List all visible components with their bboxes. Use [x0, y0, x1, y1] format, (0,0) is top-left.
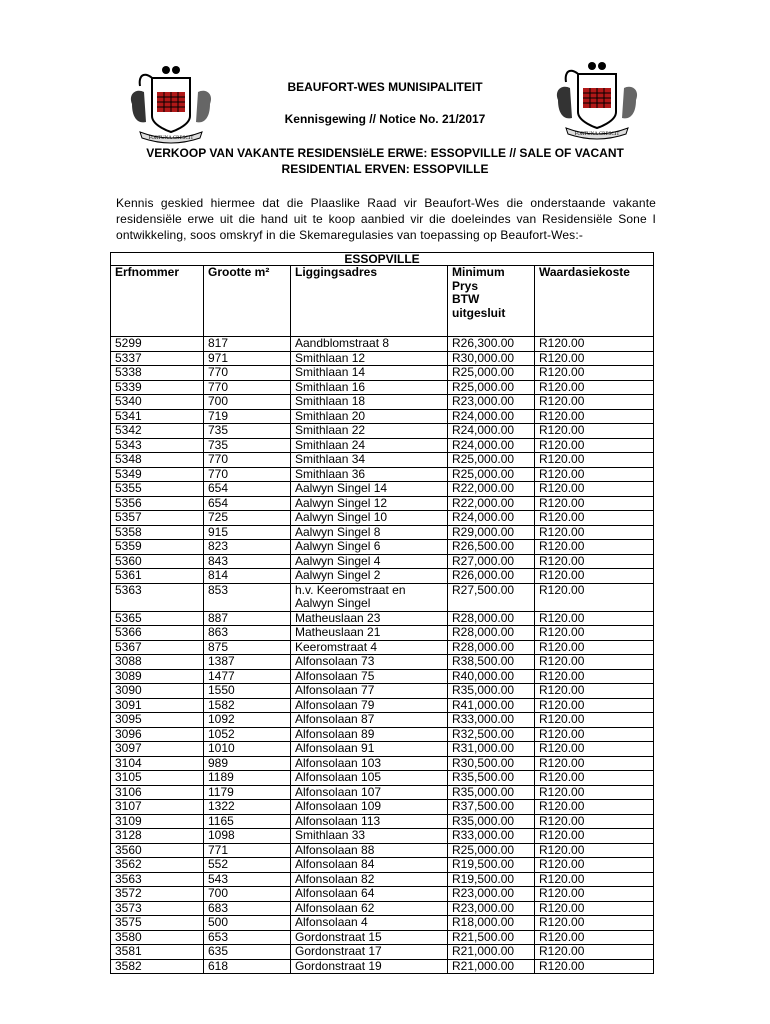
table-row — [111, 611, 654, 626]
table-cell: 3575 — [111, 916, 204, 931]
table-cell: 719 — [204, 409, 291, 424]
table-cell: R25,000.00 — [448, 467, 535, 482]
table-cell: R21,000.00 — [448, 945, 535, 960]
table-cell: Smithlaan 24 — [291, 438, 448, 453]
table-cell: Alfonsolaan 64 — [291, 887, 448, 902]
table-cell: 5355 — [111, 482, 204, 497]
table-row — [111, 626, 654, 641]
table-cell: 1092 — [204, 713, 291, 728]
table-row — [111, 901, 654, 916]
table-cell: R120.00 — [535, 843, 654, 858]
table-cell: R120.00 — [535, 395, 654, 410]
table-cell: 3582 — [111, 959, 204, 974]
table-cell: 1010 — [204, 742, 291, 757]
table-cell: R18,000.00 — [448, 916, 535, 931]
title-line-2: RESIDENTIAL ERVEN: ESSOPVILLE — [281, 162, 489, 176]
table-cell: R120.00 — [535, 800, 654, 815]
table-cell: 3109 — [111, 814, 204, 829]
table-cell: Alfonsolaan 103 — [291, 756, 448, 771]
table-cell: Alfonsolaan 84 — [291, 858, 448, 873]
table-cell: 3096 — [111, 727, 204, 742]
table-cell: R120.00 — [535, 438, 654, 453]
crest-motto-right: FORTUNA CRESCIT — [574, 132, 620, 137]
table-cell: 5358 — [111, 525, 204, 540]
table-cell: R120.00 — [535, 611, 654, 626]
table-cell: Smithlaan 14 — [291, 366, 448, 381]
table-cell: Smithlaan 34 — [291, 453, 448, 468]
table-cell: R120.00 — [535, 785, 654, 800]
table-cell: Aalwyn Singel 14 — [291, 482, 448, 497]
table-cell: 700 — [204, 887, 291, 902]
table-cell: 5360 — [111, 554, 204, 569]
table-row — [111, 872, 654, 887]
table-cell: 653 — [204, 930, 291, 945]
table-cell: R24,000.00 — [448, 424, 535, 439]
table-cell: R30,500.00 — [448, 756, 535, 771]
table-cell: 3106 — [111, 785, 204, 800]
table-cell: 3104 — [111, 756, 204, 771]
table-cell: Alfonsolaan 87 — [291, 713, 448, 728]
table-cell: Alfonsolaan 105 — [291, 771, 448, 786]
table-cell: 5341 — [111, 409, 204, 424]
table-cell: Alfonsolaan 107 — [291, 785, 448, 800]
municipal-crest-right — [552, 60, 642, 140]
table-cell: R120.00 — [535, 569, 654, 584]
table-cell: 843 — [204, 554, 291, 569]
table-row — [111, 511, 654, 526]
table-cell: R23,000.00 — [448, 887, 535, 902]
table-row — [111, 698, 654, 713]
table-row — [111, 424, 654, 439]
table-row — [111, 843, 654, 858]
table-cell: Alfonsolaan 62 — [291, 901, 448, 916]
table-cell: R35,000.00 — [448, 814, 535, 829]
table-cell: Gordonstraat 15 — [291, 930, 448, 945]
table-cell: 1387 — [204, 655, 291, 670]
table-cell: 683 — [204, 901, 291, 916]
intro-paragraph: Kennis geskied hiermee dat die Plaaslike Raad vir Beaufort-Wes die onderstaande vakante residensiële erwe uit die hand uit te koop aanbied vir die doeleindes van Residensiële Sone I ontwikkeling, soos omskryf in die Skemaregulasies van toepassing op Beaufort-Wes:- — [116, 196, 656, 242]
table-row — [111, 713, 654, 728]
table-row — [111, 684, 654, 699]
table-row — [111, 771, 654, 786]
table-cell: 5357 — [111, 511, 204, 526]
table-cell: 3573 — [111, 901, 204, 916]
table-cell: R120.00 — [535, 409, 654, 424]
table-cell: 1550 — [204, 684, 291, 699]
table-cell: 1179 — [204, 785, 291, 800]
table-cell: R41,000.00 — [448, 698, 535, 713]
table-cell: 5338 — [111, 366, 204, 381]
table-cell: R35,000.00 — [448, 684, 535, 699]
column-header: Grootte m² — [204, 266, 291, 337]
table-cell: Alfonsolaan 89 — [291, 727, 448, 742]
table-cell: 5363 — [111, 583, 204, 611]
table-cell: 814 — [204, 569, 291, 584]
table-cell: R21,500.00 — [448, 930, 535, 945]
table-cell: Aandblomstraat 8 — [291, 337, 448, 352]
table-row — [111, 669, 654, 684]
table-cell: R120.00 — [535, 366, 654, 381]
table-header-row — [111, 266, 654, 337]
table-row — [111, 467, 654, 482]
table-cell: R120.00 — [535, 858, 654, 873]
table-row — [111, 916, 654, 931]
table-cell: Alfonsolaan 75 — [291, 669, 448, 684]
table-cell: R120.00 — [535, 482, 654, 497]
table-row — [111, 525, 654, 540]
table-cell: Aalwyn Singel 8 — [291, 525, 448, 540]
table-cell: R120.00 — [535, 756, 654, 771]
table-cell: R35,500.00 — [448, 771, 535, 786]
table-cell: 5340 — [111, 395, 204, 410]
table-cell: Smithlaan 18 — [291, 395, 448, 410]
table-row — [111, 814, 654, 829]
table-cell: Aalwyn Singel 6 — [291, 540, 448, 555]
table-cell: 3563 — [111, 872, 204, 887]
table-cell: Alfonsolaan 4 — [291, 916, 448, 931]
table-cell: Alfonsolaan 73 — [291, 655, 448, 670]
table-row — [111, 409, 654, 424]
table-cell: 5343 — [111, 438, 204, 453]
table-cell: R28,000.00 — [448, 626, 535, 641]
table-cell: R33,000.00 — [448, 713, 535, 728]
column-header: Liggingsadres — [291, 266, 448, 337]
table-cell: R120.00 — [535, 496, 654, 511]
table-cell: 817 — [204, 337, 291, 352]
table-cell: R24,000.00 — [448, 438, 535, 453]
table-cell: 989 — [204, 756, 291, 771]
table-cell: 3097 — [111, 742, 204, 757]
table-cell: R28,000.00 — [448, 611, 535, 626]
table-row — [111, 655, 654, 670]
table-cell: 1098 — [204, 829, 291, 844]
table-body — [111, 337, 654, 974]
table-cell: R30,000.00 — [448, 351, 535, 366]
table-cell: 823 — [204, 540, 291, 555]
table-cell: 3572 — [111, 887, 204, 902]
table-cell: R120.00 — [535, 742, 654, 757]
table-cell: 3105 — [111, 771, 204, 786]
table-row — [111, 366, 654, 381]
title-line-1: VERKOOP VAN VAKANTE RESIDENSIëLE ERWE: ESSOPVILLE // SALE OF VACANT — [146, 146, 624, 160]
table-cell: R19,500.00 — [448, 858, 535, 873]
table-cell: 770 — [204, 453, 291, 468]
table-cell: R120.00 — [535, 380, 654, 395]
table-cell: R27,500.00 — [448, 583, 535, 611]
table-cell: R27,000.00 — [448, 554, 535, 569]
table-cell: R120.00 — [535, 540, 654, 555]
table-row — [111, 583, 654, 611]
table-cell: R33,000.00 — [448, 829, 535, 844]
table-cell: 735 — [204, 424, 291, 439]
table-cell: R24,000.00 — [448, 511, 535, 526]
table-cell: Matheuslaan 23 — [291, 611, 448, 626]
table-cell: 5337 — [111, 351, 204, 366]
table-cell: 853 — [204, 583, 291, 611]
table-cell: 1189 — [204, 771, 291, 786]
table-row — [111, 959, 654, 974]
table-cell: R32,500.00 — [448, 727, 535, 742]
document-title — [0, 145, 770, 177]
table-cell: 770 — [204, 467, 291, 482]
table-row — [111, 395, 654, 410]
table-cell: R25,000.00 — [448, 366, 535, 381]
table-cell: 3107 — [111, 800, 204, 815]
column-header: Erfnommer — [111, 266, 204, 337]
crest-motto-left: FORTUNA CRESCIT — [148, 136, 194, 141]
column-header: Minimum Prys BTW uitgesluit — [448, 266, 535, 337]
table-section-title: ESSOPVILLE — [111, 253, 654, 266]
table-cell: Alfonsolaan 109 — [291, 800, 448, 815]
table-cell: 3562 — [111, 858, 204, 873]
table-row — [111, 742, 654, 757]
table-cell: R120.00 — [535, 424, 654, 439]
table-row — [111, 496, 654, 511]
table-row — [111, 640, 654, 655]
table-cell: R120.00 — [535, 713, 654, 728]
table-cell: R19,500.00 — [448, 872, 535, 887]
table-cell: 635 — [204, 945, 291, 960]
table-cell: 771 — [204, 843, 291, 858]
table-row — [111, 756, 654, 771]
table-cell: R24,000.00 — [448, 409, 535, 424]
table-cell: 3580 — [111, 930, 204, 945]
table-row — [111, 351, 654, 366]
table-cell: 863 — [204, 626, 291, 641]
table-cell: R120.00 — [535, 771, 654, 786]
municipal-crest-left — [126, 64, 216, 144]
table-cell: R26,300.00 — [448, 337, 535, 352]
table-cell: R22,000.00 — [448, 496, 535, 511]
table-cell: 618 — [204, 959, 291, 974]
table-cell: R120.00 — [535, 684, 654, 699]
table-cell: 5348 — [111, 453, 204, 468]
table-cell: R120.00 — [535, 337, 654, 352]
table-cell: 543 — [204, 872, 291, 887]
table-cell: 700 — [204, 395, 291, 410]
table-row — [111, 482, 654, 497]
table-cell: R28,000.00 — [448, 640, 535, 655]
table-row — [111, 945, 654, 960]
table-cell: R25,000.00 — [448, 453, 535, 468]
table-cell: R120.00 — [535, 727, 654, 742]
table-cell: Gordonstraat 19 — [291, 959, 448, 974]
table-cell: R120.00 — [535, 583, 654, 611]
erven-table — [110, 252, 654, 974]
table-cell: 5361 — [111, 569, 204, 584]
table-cell: 5299 — [111, 337, 204, 352]
table-cell: 1582 — [204, 698, 291, 713]
table-cell: 5339 — [111, 380, 204, 395]
table-cell: R120.00 — [535, 945, 654, 960]
table-row — [111, 453, 654, 468]
table-row — [111, 858, 654, 873]
table-cell: h.v. Keeromstraat en Aalwyn Singel — [291, 583, 448, 611]
table-cell: Keeromstraat 4 — [291, 640, 448, 655]
table-row — [111, 785, 654, 800]
table-row — [111, 438, 654, 453]
notice-number: Kennisgewing // Notice No. 21/2017 — [284, 112, 486, 126]
table-row — [111, 930, 654, 945]
table-cell: R21,000.00 — [448, 959, 535, 974]
table-cell: 875 — [204, 640, 291, 655]
table-cell: Alfonsolaan 77 — [291, 684, 448, 699]
table-cell: 5342 — [111, 424, 204, 439]
table-cell: R120.00 — [535, 959, 654, 974]
table-cell: 5359 — [111, 540, 204, 555]
table-cell: Alfonsolaan 91 — [291, 742, 448, 757]
table-cell: 725 — [204, 511, 291, 526]
table-cell: Alfonsolaan 79 — [291, 698, 448, 713]
table-cell: Alfonsolaan 113 — [291, 814, 448, 829]
table-cell: Alfonsolaan 88 — [291, 843, 448, 858]
table-cell: 770 — [204, 366, 291, 381]
table-cell: 915 — [204, 525, 291, 540]
table-cell: 5349 — [111, 467, 204, 482]
table-cell: R37,500.00 — [448, 800, 535, 815]
table-cell: Matheuslaan 21 — [291, 626, 448, 641]
table-cell: 552 — [204, 858, 291, 873]
table-cell: Smithlaan 16 — [291, 380, 448, 395]
table-cell: R120.00 — [535, 698, 654, 713]
table-cell: R120.00 — [535, 511, 654, 526]
table-cell: 735 — [204, 438, 291, 453]
table-row — [111, 727, 654, 742]
table-cell: 3095 — [111, 713, 204, 728]
table-row — [111, 569, 654, 584]
table-cell: R120.00 — [535, 901, 654, 916]
table-cell: Smithlaan 33 — [291, 829, 448, 844]
table-cell: R120.00 — [535, 640, 654, 655]
table-cell: 1165 — [204, 814, 291, 829]
table-cell: R26,000.00 — [448, 569, 535, 584]
table-cell: R120.00 — [535, 930, 654, 945]
table-cell: R31,000.00 — [448, 742, 535, 757]
table-cell: 5366 — [111, 626, 204, 641]
table-cell: 5365 — [111, 611, 204, 626]
table-cell: Aalwyn Singel 12 — [291, 496, 448, 511]
table-cell: R120.00 — [535, 467, 654, 482]
table-cell: 654 — [204, 496, 291, 511]
table-cell: 1052 — [204, 727, 291, 742]
table-cell: R120.00 — [535, 669, 654, 684]
table-cell: Smithlaan 22 — [291, 424, 448, 439]
table-cell: R25,000.00 — [448, 843, 535, 858]
table-cell: R120.00 — [535, 872, 654, 887]
table-cell: R120.00 — [535, 525, 654, 540]
table-row — [111, 540, 654, 555]
table-row — [111, 887, 654, 902]
table-row — [111, 554, 654, 569]
table-cell: 3581 — [111, 945, 204, 960]
table-cell: Smithlaan 20 — [291, 409, 448, 424]
table-cell: R120.00 — [535, 814, 654, 829]
table-cell: 654 — [204, 482, 291, 497]
table-cell: 887 — [204, 611, 291, 626]
table-cell: 5367 — [111, 640, 204, 655]
table-row — [111, 337, 654, 352]
table-cell: R26,500.00 — [448, 540, 535, 555]
table-cell: R38,500.00 — [448, 655, 535, 670]
table-cell: R25,000.00 — [448, 380, 535, 395]
table-cell: R120.00 — [535, 829, 654, 844]
table-cell: R120.00 — [535, 453, 654, 468]
table-cell: 3089 — [111, 669, 204, 684]
table-cell: R35,000.00 — [448, 785, 535, 800]
table-cell: 770 — [204, 380, 291, 395]
table-cell: Smithlaan 12 — [291, 351, 448, 366]
table-cell: R23,000.00 — [448, 395, 535, 410]
table-cell: R23,000.00 — [448, 901, 535, 916]
table-cell: 1322 — [204, 800, 291, 815]
table-cell: R120.00 — [535, 351, 654, 366]
table-cell: R120.00 — [535, 554, 654, 569]
table-cell: 3091 — [111, 698, 204, 713]
table-row — [111, 800, 654, 815]
table-cell: Aalwyn Singel 4 — [291, 554, 448, 569]
table-cell: Alfonsolaan 82 — [291, 872, 448, 887]
municipality-name: BEAUFORT-WES MUNISIPALITEIT — [287, 80, 483, 94]
table-cell: Gordonstraat 17 — [291, 945, 448, 960]
table-cell: 1477 — [204, 669, 291, 684]
table-cell: 500 — [204, 916, 291, 931]
table-cell: R120.00 — [535, 655, 654, 670]
table-cell: R120.00 — [535, 887, 654, 902]
table-cell: Aalwyn Singel 10 — [291, 511, 448, 526]
table-cell: R22,000.00 — [448, 482, 535, 497]
table-cell: R120.00 — [535, 626, 654, 641]
table-cell: R40,000.00 — [448, 669, 535, 684]
table-cell: 971 — [204, 351, 291, 366]
table-cell: R29,000.00 — [448, 525, 535, 540]
table-cell: 3088 — [111, 655, 204, 670]
table-cell: 3560 — [111, 843, 204, 858]
column-header: Waardasiekoste — [535, 266, 654, 337]
table-cell: Smithlaan 36 — [291, 467, 448, 482]
table-row — [111, 829, 654, 844]
table-cell: 3090 — [111, 684, 204, 699]
table-cell: R120.00 — [535, 916, 654, 931]
table-cell: 3128 — [111, 829, 204, 844]
table-row — [111, 380, 654, 395]
table-cell: 5356 — [111, 496, 204, 511]
table-cell: Aalwyn Singel 2 — [291, 569, 448, 584]
